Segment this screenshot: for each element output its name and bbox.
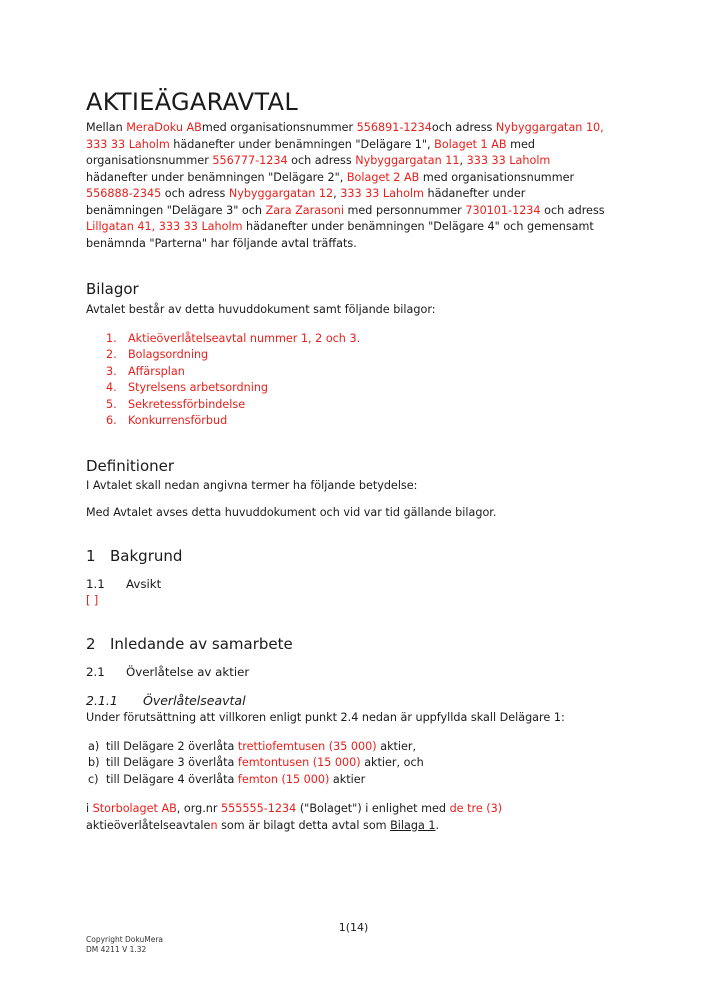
placeholder-text: [ ] [86,593,99,607]
section-1-heading: 1 Bakgrund [86,546,183,565]
list-item: b) till Delägare 3 överlåta femtontusen (15 000) aktier, och [88,756,424,769]
party-3-orgnr: 556888-2345 [86,187,162,200]
footer-copyright: Copyright DokuMera [86,935,164,944]
list-item: 4. Styrelsens arbetsordning [106,381,269,394]
list-item: 5. Sekretessförbindelse [106,397,246,411]
document-title: AKTIEÄGARAVTAL [86,88,298,116]
party-3-name: Bolaget 2 AB [346,170,420,184]
list-item: 1. Aktieöverlåtelseavtal nummer 1, 2 och 3. [106,331,361,345]
definitioner-text-1: I Avtalet skall nedan angivna termer ha följande betydelse: [86,478,418,492]
definitioner-heading: Definitioner [86,456,175,475]
document-body [86,88,606,834]
footer-version: DM 4211 V 1.32 [86,945,147,954]
party-4-personnr: 730101-1234 [465,203,541,217]
list-item: a) till Delägare 2 överlåta trettiofemtusen (35 000) aktier, [88,739,417,753]
party-2-orgnr: 556777-1234 [212,154,288,167]
intro-paragraph: Mellan MeraDoku ABmed organisationsnummer 556891-1234och adress Nybyggargatan 10, 333 33 Laholm hädanefter under benämningen "Delägare 1", Bolaget 1 AB med organisationsnummer 556777-1234 och adress Nybyggargatan 11, 333 33 Laholm hädanefter under benämningen "Delägare 2", Bolaget 2 AB med organisationsnummer 556888-2345 och adress Nybyggargatan 12, 333 33 Laholm hädanefter under benämningen "Delägare 3" och Zara Zarasoni med personnummer 730101-1234 och adress Lillgatan 41, 333 33 Laholm hädanefter under benämningen "Delägare 4" och gemensamt benämnda "Parterna" har följande avtal träffats. [86,121,605,250]
party-1-address: Nybyggargatan 10, 333 33 Laholm [86,121,604,151]
list-item: 6. Konkurrensförbud [106,414,228,427]
definitioner-text-2: Med Avtalet avses detta huvuddokument och vid var tid gällande bilagor. [86,506,497,519]
party-3-street: Nybyggargatan 12 [228,187,334,200]
section-2-1-heading: 2.1 Överlåtelse av aktier [86,665,250,679]
bilagor-text: Avtalet består av detta huvuddokument samt följande bilagor: [86,303,436,316]
page-number: 1(14) [338,921,369,934]
party-4-name: Zara Zarasoni [265,203,344,217]
section-2-heading: 2 Inledande av samarbete [86,635,293,653]
party-2-street: Nybyggargatan 11 [355,154,460,167]
party-2-city: 333 33 Laholm [466,154,551,167]
bilagor-list [86,331,606,430]
section-1-1-heading: 1.1 Avsikt [86,576,162,591]
party-4-address: Lillgatan 41, 333 33 Laholm [86,220,243,233]
bilagor-heading: Bilagor [86,280,139,298]
list-item: 3. Affärsplan [106,364,185,378]
list-item: 2. Bolagsordning [106,348,209,361]
list-item: c) till Delägare 4 överlåta femton (15 000) aktier [88,772,366,786]
party-1-orgnr: 556891-1234 [356,121,432,134]
section-2-text: Under förutsättning att villkoren enligt punkt 2.4 nedan är uppfyllda skall Delägare 1: [86,711,565,724]
bilaga-1-link[interactable]: Bilaga 1 [390,818,436,832]
transfer-list [86,739,606,789]
party-1-name: MeraDoku AB [126,121,202,134]
section-2-1-1-heading: 2.1.1 Överlåtelseavtal [86,693,246,708]
closing-paragraph: i Storbolaget AB, org.nr 555555-1234 ("Bolaget") i enlighet med de tre (3) aktieöverlåtelseavtalen som är bilagt detta avtal som Bilaga 1. [86,802,503,832]
party-2-name: Bolaget 1 AB [434,137,507,151]
party-3-city: 333 33 Laholm [340,187,424,200]
footer [86,935,163,955]
